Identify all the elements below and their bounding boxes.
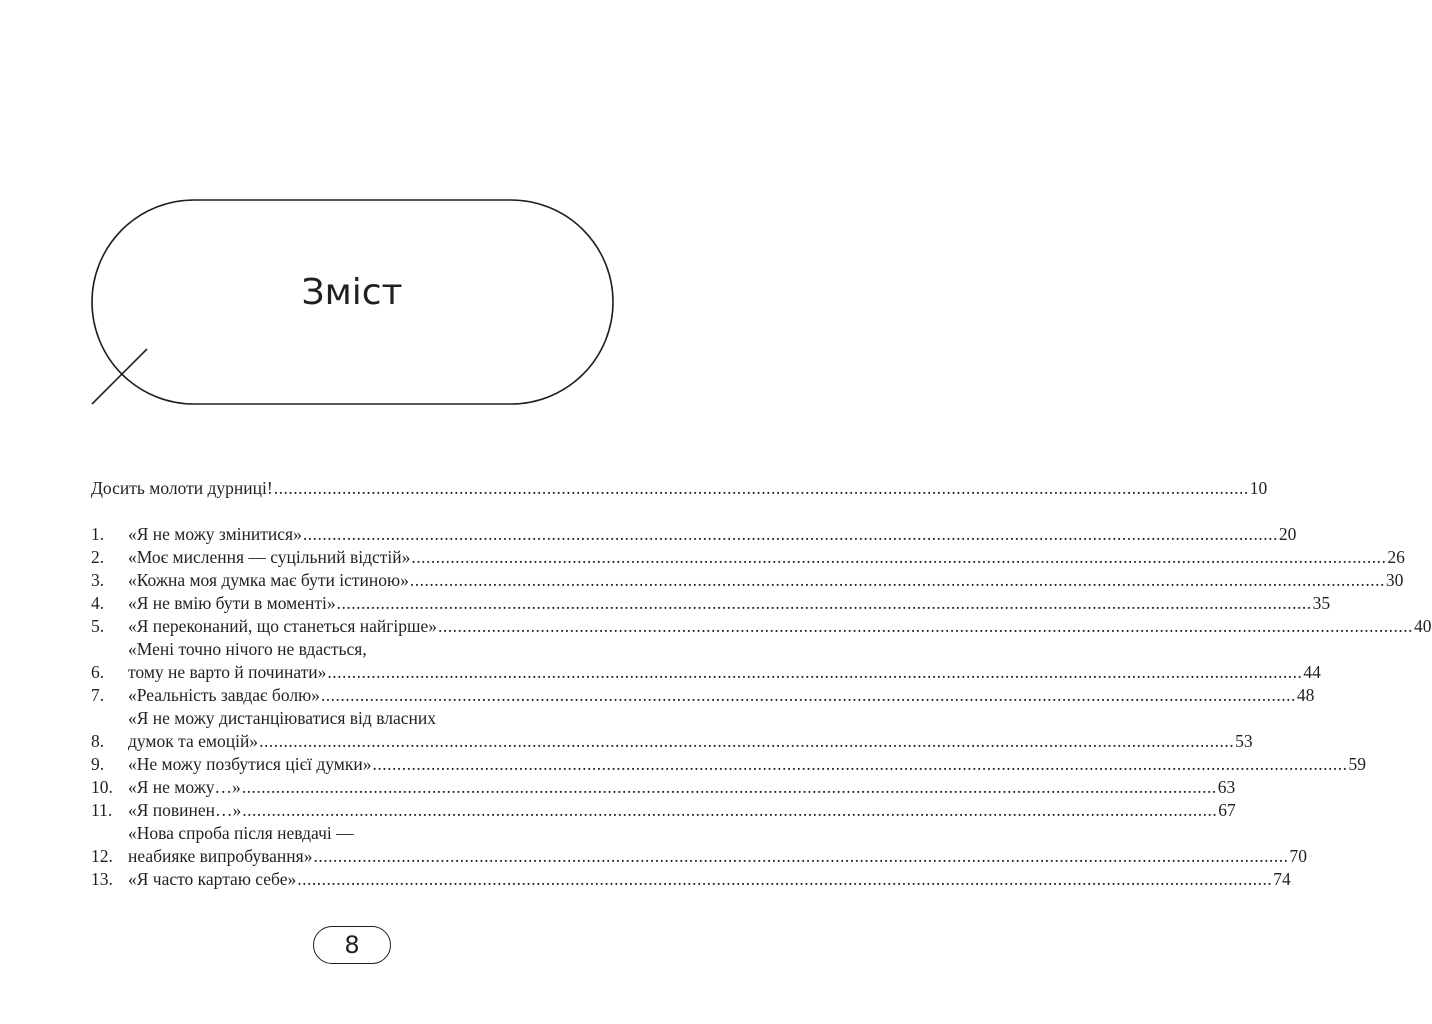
toc-entry-number: 8. [91,731,105,751]
dot-leader: ........................................................................................................................................................................................................ [411,547,1387,567]
toc-entry-body [128,776,1235,799]
toc-entry[interactable] [91,615,1432,638]
dot-leader: ........................................................................................................................................................................................................ [438,616,1414,636]
toc-entry-line [128,592,1330,615]
toc-entry-number: 11. [91,800,113,820]
toc-entry-line [128,684,1314,707]
toc-entry-title: «Кожна моя думка має бути істиною» [128,570,409,590]
toc-entry[interactable] [91,753,1366,776]
toc-entry-line [128,638,1321,661]
dot-leader: ........................................................................................................................................................................................................ [259,731,1235,751]
toc-entry-body [128,868,1291,891]
toc-entry-page: 63 [1217,777,1236,797]
toc-entry[interactable] [91,799,1236,822]
toc-entry-page: 26 [1387,547,1405,567]
toc-entry-body [128,615,1432,638]
toc-entry-line [128,523,1296,546]
toc-entry-line [128,799,1236,822]
toc-entry[interactable] [91,684,1315,707]
toc-entry-title: «Я не вмію бути в моменті» [128,593,336,613]
toc-entry-body [128,707,1253,753]
toc-entry-page: 20 [1278,524,1297,544]
toc-entry-line [128,546,1405,569]
toc-entry[interactable] [91,868,1291,891]
toc-entry-page: 40 [1414,616,1432,636]
toc-entry-title: неабияке випробування» [128,846,313,866]
toc-entry-body [128,799,1236,822]
toc-entry-number: 4. [91,593,105,613]
toc-entry-title: «Мені точно нічого не вдасться, [128,639,367,659]
toc-entry-number: 2. [91,547,105,567]
toc-entry-title: «Я повинен…» [128,800,242,820]
toc-entry[interactable] [91,569,1404,592]
dot-leader: ........................................................................................................................................................................................................ [372,754,1348,774]
dot-leader: ........................................................................................................................................................................................................ [327,662,1303,682]
toc-entry-title: «Я не можу змінитися» [128,524,302,544]
toc-entry-page: 53 [1235,731,1253,751]
toc-entry-page: 70 [1289,846,1307,866]
toc-entry-title: «Моє мислення — суцільний відстій» [128,547,411,567]
chapter-list [91,523,1432,891]
toc-entry[interactable] [91,638,1321,684]
toc-entry-body [128,523,1296,546]
toc-entry-number: 9. [91,754,105,774]
toc-entry-page: 74 [1273,869,1291,889]
table-of-contents [91,477,1432,891]
toc-entry-page: 10 [1249,478,1268,498]
dot-leader: ........................................................................................................................................................................................................ [336,593,1312,613]
toc-entry-line [128,730,1253,753]
toc-entry[interactable] [91,707,1253,753]
toc-entry-line [128,776,1235,799]
toc-entry[interactable] [91,822,1307,868]
page-number-label: 8 [344,931,360,959]
toc-entry-title: «Реальність завдає болю» [128,685,320,705]
decorative-diagonal-line [92,349,147,404]
toc-entry-intro[interactable] [91,477,1268,500]
spacer [91,500,613,523]
toc-entry[interactable] [91,592,1331,615]
toc-entry-title: «Не можу позбутися цієї думки» [128,754,372,774]
dot-leader: ........................................................................................................................................................................................................ [297,869,1273,889]
toc-entry-page: 59 [1348,754,1366,774]
toc-entry-body [128,592,1330,615]
toc-entry[interactable] [91,523,1297,546]
dot-leader: ........................................................................................................................................................................................................ [302,524,1278,544]
toc-entry-body [128,684,1314,707]
toc-entry-line [128,707,1253,730]
dot-leader: ........................................................................................................................................................................................................ [313,846,1289,866]
toc-entry-body [128,569,1403,592]
toc-entry-number: 13. [91,869,113,889]
toc-entry-line [128,868,1291,891]
toc-entry-body [128,638,1321,684]
toc-entry-page: 44 [1303,662,1321,682]
toc-entry-page: 67 [1218,800,1236,820]
toc-entry-title: думок та емоцій» [128,731,259,751]
toc-entry-line [128,753,1366,776]
toc-entry-number: 1. [91,524,105,544]
dot-leader: ........................................................................................................................................................................................................ [320,685,1296,705]
toc-entry-title: «Я переконаний, що станеться найгірше» [128,616,438,636]
toc-entry-number: 5. [91,616,105,636]
dot-leader: ........................................................................................................................................................................................................ [241,777,1217,797]
toc-entry-title: Досить молоти дурниці! [91,478,273,498]
toc-entry-title: «Я не можу…» [128,777,241,797]
toc-entry-line [128,615,1432,638]
contents-title: Зміст [301,272,403,313]
dot-leader: ........................................................................................................................................................................................................ [242,800,1218,820]
page-number [313,926,391,964]
toc-entry-title: «Я часто картаю себе» [128,869,297,889]
toc-entry-line [128,569,1403,592]
toc-entry[interactable] [91,546,1405,569]
toc-entry-body [128,546,1405,569]
toc-entry-page: 30 [1385,570,1404,590]
toc-entry-body [128,822,1307,868]
toc-entry-page: 48 [1296,685,1315,705]
toc-entry-number: 6. [91,662,105,682]
dot-leader: ........................................................................................................................................................................................................ [273,478,1249,498]
toc-entry-page: 35 [1312,593,1331,613]
toc-entry-number: 7. [91,685,105,705]
toc-entry-body [128,753,1366,776]
toc-entry-title: тому не варто й починати» [128,662,327,682]
toc-entry-title: «Нова спроба після невдачі — [128,823,354,843]
toc-entry-line [128,822,1307,845]
dot-leader: ........................................................................................................................................................................................................ [409,570,1385,590]
toc-entry-line [128,845,1307,868]
toc-entry-line [128,661,1321,684]
toc-entry[interactable] [91,776,1236,799]
toc-entry-number: 10. [91,777,113,797]
toc-entry-number: 12. [91,846,113,866]
toc-entry-title: «Я не можу дистанціюватися від власних [128,708,436,728]
toc-entry-number: 3. [91,570,105,590]
